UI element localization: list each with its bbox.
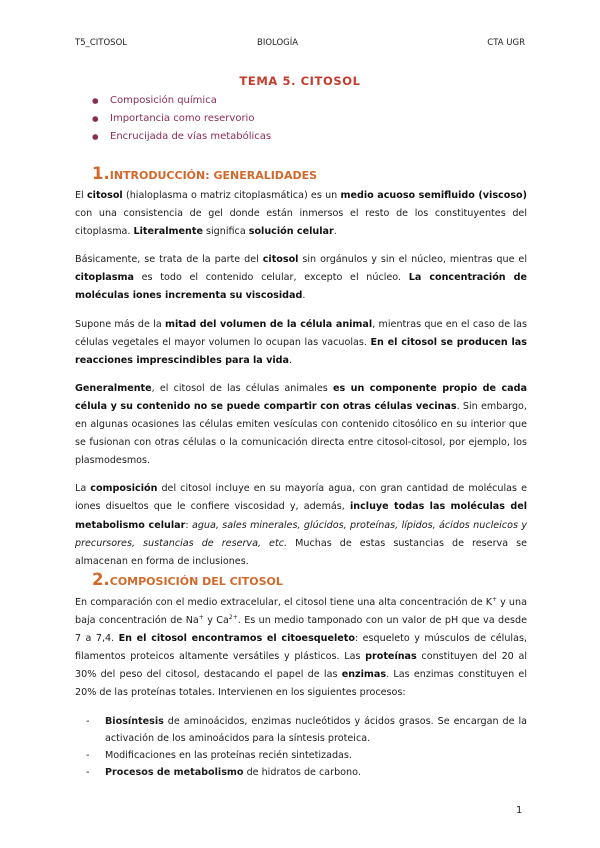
paragraph: Generalmente, el citosol de las células animales es un componente propio de cada célula y su contenido no se puede compartir con otras células vecinas. Sin embargo, en algunas ocasiones las células emiten vesículas con contenido citosólico en su interior que se fusionan con otras células o la comunicación directa entre citosol-citosol, por ejemplo, los plasmodesmos.: [75, 382, 527, 467]
section-1-title: INTRODUCCIÓN: GENERALIDADES: [109, 169, 318, 182]
page-number: 1: [516, 805, 523, 816]
topic-item: ● Composición química: [92, 94, 271, 112]
process-list: [75, 713, 527, 781]
list-item: - Procesos de metabolismo de hidratos de carbono.: [75, 764, 527, 781]
header-subject: BIOLOGÍA: [257, 38, 299, 48]
paragraph: El citosol (hialoplasma o matriz citoplasmática) es un medio acuoso semifluido (viscoso) con una consistencia de gel donde están inmersos el resto de los constituyentes del citoplasma. Literalmente significa solución celular.: [75, 190, 527, 238]
topic-list: [92, 94, 271, 148]
paragraph: Supone más de la mitad del volumen de la célula animal, mientras que en el caso de las células vegetales el mayor volumen lo ocupan las vacuolas. En el citosol se producen las reacciones imprescindibles para la vida.: [75, 318, 527, 366]
section-1-body: [75, 187, 527, 571]
paragraph: Básicamente, se trata de la parte del citosol sin orgánulos y sin el núcleo, mientras que el citoplasma es todo el contenido celular, excepto el núcleo. La concentración de moléculas iones incrementa su viscosidad.: [75, 254, 527, 302]
section-2-number: 2.: [92, 570, 110, 589]
document-title: TEMA 5. CITOSOL: [239, 74, 361, 88]
header-institution: CTA UGR: [487, 38, 525, 48]
section-2-title: COMPOSICIÓN DEL CITOSOL: [109, 575, 283, 588]
list-item: - Modificaciones en las proteínas recién sintetizadas.: [75, 747, 527, 764]
topic-item: ● Importancia como reservorio: [92, 112, 271, 130]
paragraph: La composición del citosol incluye en su mayoría agua, con gran cantidad de moléculas e iones disueltos que le confiere viscosidad y, además, incluye todas las moléculas del metabolismo celular: agua, sales minerales, glúcidos, proteínas, lípidos, ácidos nucleicos y precursores, sustancias de reserva, etc. Muchas de estas sustancias de reserva se almacenan en forma de inclusiones.: [75, 483, 528, 567]
topic-item: ● Encrucijada de vías metabólicas: [92, 130, 271, 148]
list-item: - Biosíntesis de aminoácidos, enzimas nucleótidos y ácidos grasos. Se encargan de la activación de los aminoácidos para la síntesis proteica.: [75, 713, 527, 747]
section-1-number: 1.: [92, 164, 110, 183]
section-1-heading: [92, 164, 317, 183]
header-course-code: T5_CITOSOL: [75, 38, 127, 48]
section-2-heading: [92, 570, 283, 589]
page-header: [75, 38, 525, 52]
paragraph: En comparación con el medio extracelular, el citosol tiene una alta concentración de K+ y una baja concentración de Na+ y $Ca^{2+}$. Es un medio tamponado con un valor de pH que va desde 7 a 7,4. En el citosol encontramos el citoesqueleto: esqueleto y músculos de células, filamentos proteicos altamente versátiles y plásticos. Las proteínas constituyen del 20 al 30% del peso del citosol, destacando el papel de las enzimas. Las enzimas constituyen el 20% de las proteínas totales. Intervienen en los siguientes procesos:: [75, 595, 528, 699]
section-2-body: [75, 594, 527, 781]
